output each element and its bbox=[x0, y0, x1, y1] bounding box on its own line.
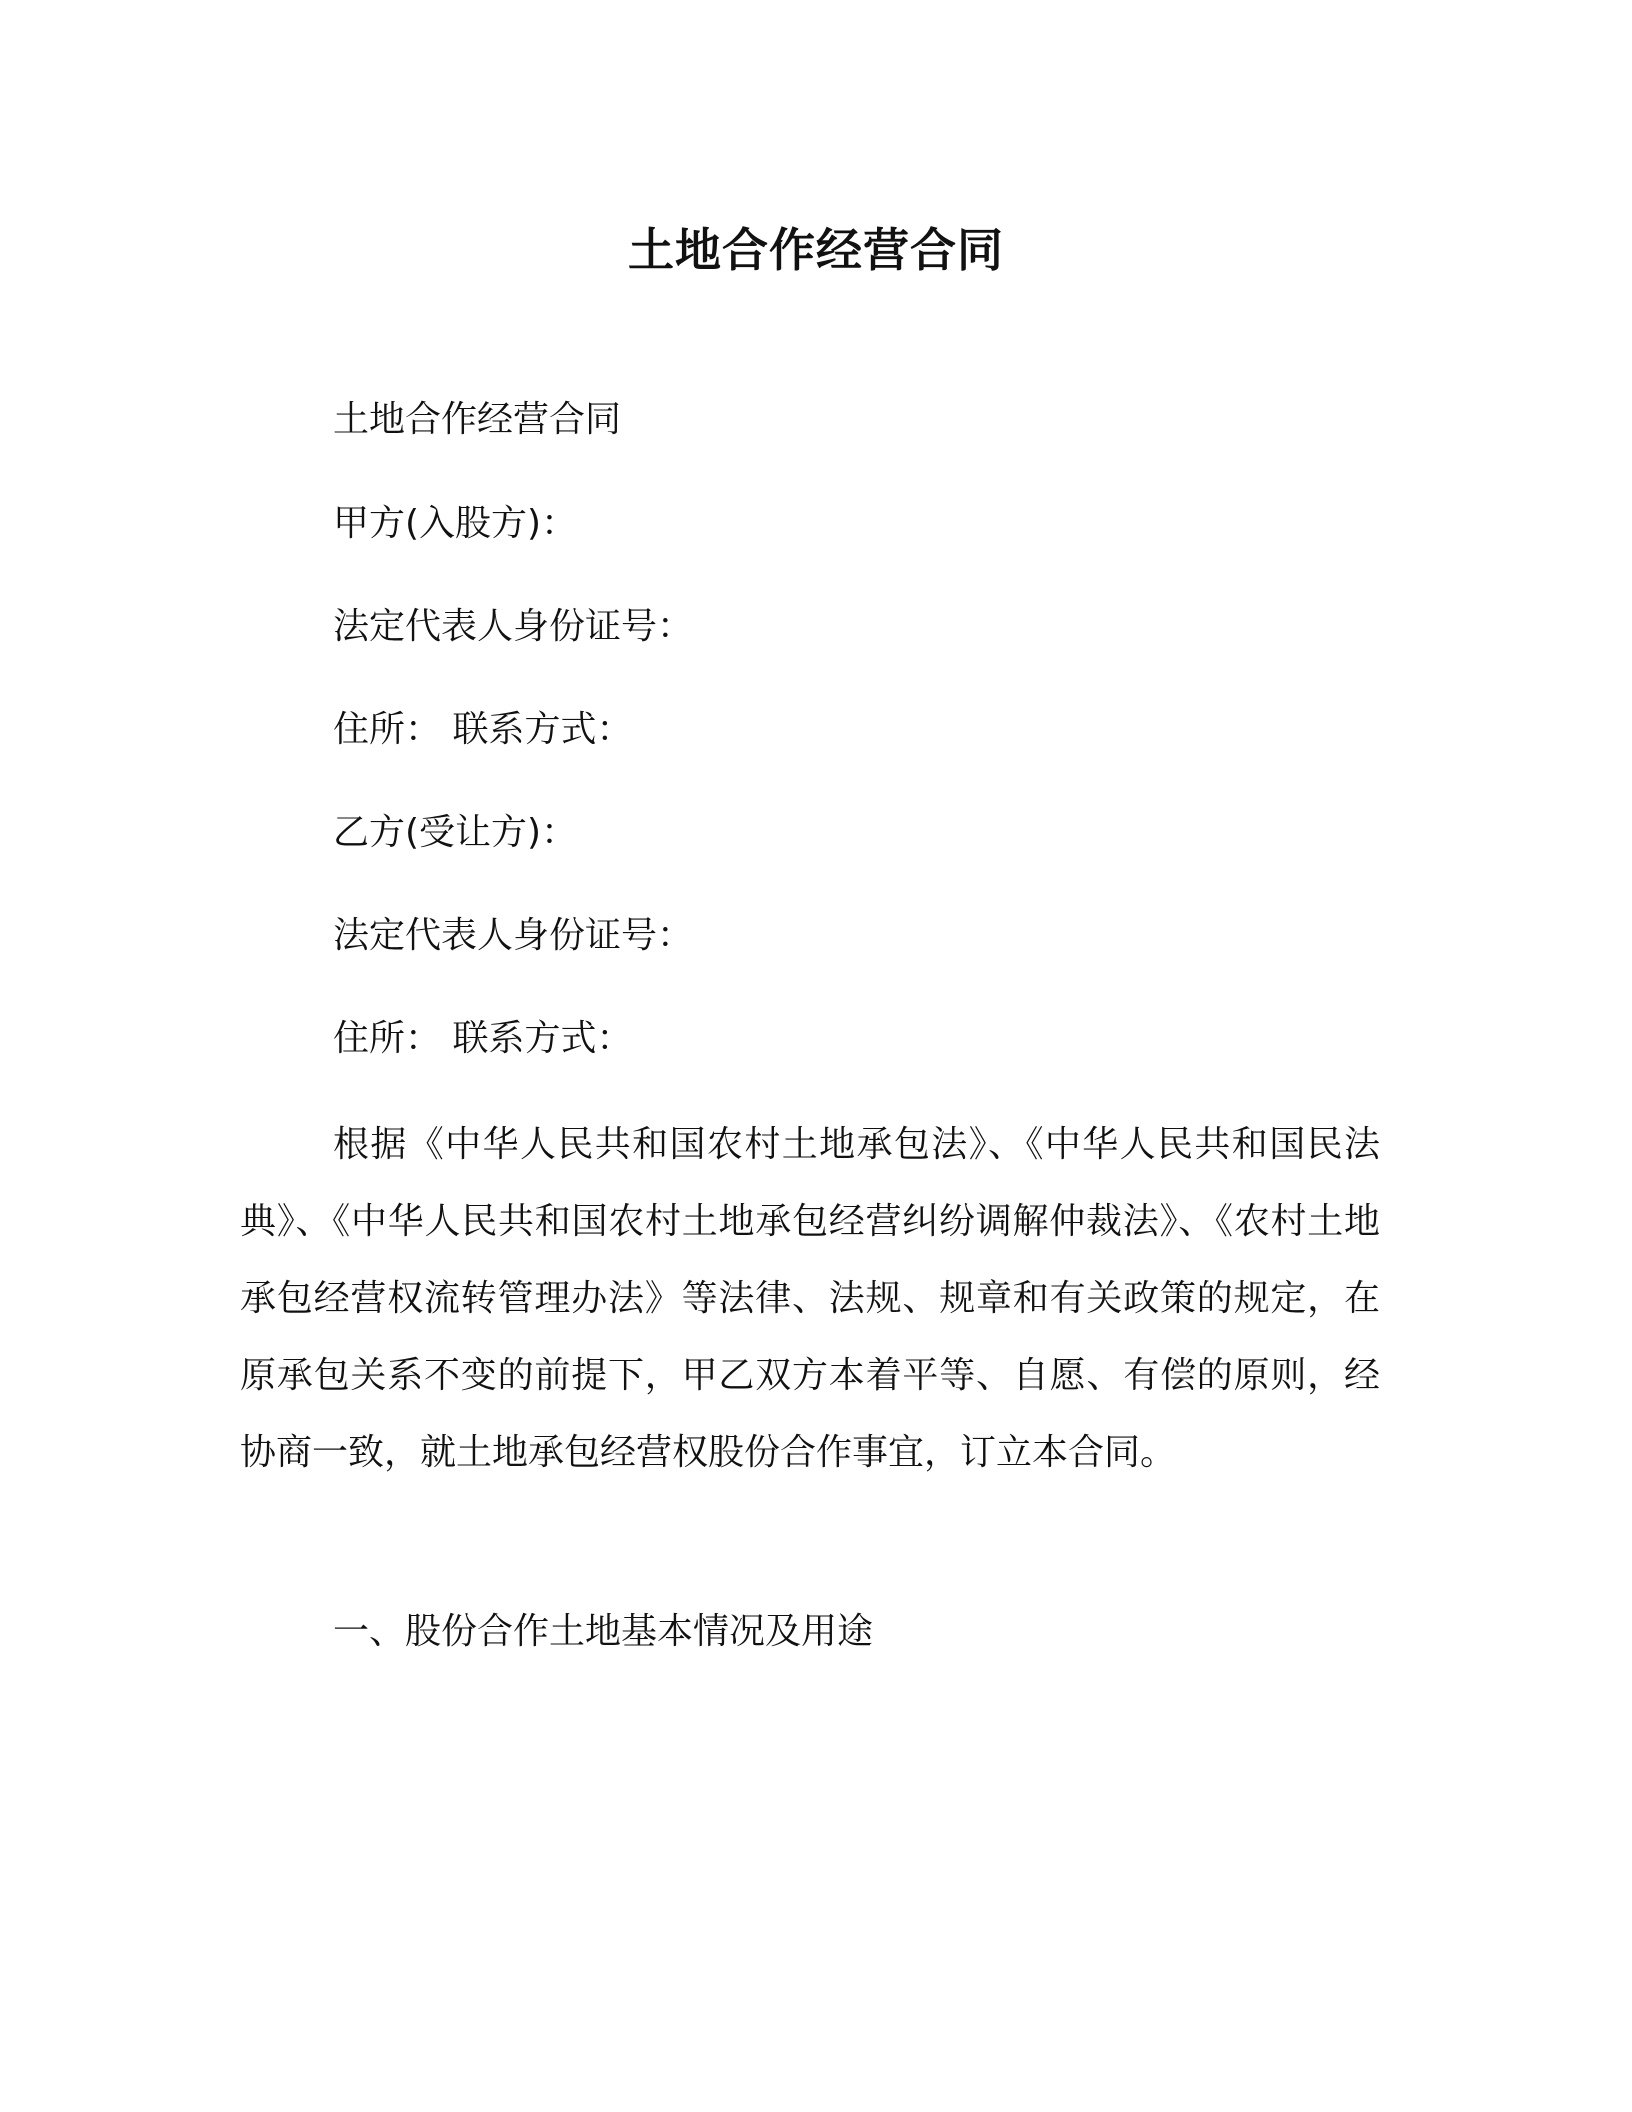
party-b-contact-label: 住所： 联系方式： bbox=[333, 1018, 633, 1059]
party-b-id-label: 法定代表人身份证号： bbox=[333, 915, 694, 956]
party-a-contact-label: 住所： 联系方式： bbox=[333, 709, 633, 750]
preamble-paragraph: 根据《中华人民共和国农村土地承包法》、《中华人民共和国民法典》、《中华人民共和国农村土地承包经营纠纷调解仲裁法》、《农村土地承包经营权流转管理办法》等法律、法规、规章和有关政策的规定，在原承包关系不变的前提下，甲乙双方本着平等、自愿、有偿的原则，经协商一致，就土地承包经营权股份合作事宜，订立本合同。 bbox=[240, 1124, 1380, 1473]
party-b-label: 乙方(受让方)： bbox=[333, 812, 578, 853]
document-title: 土地合作经营合同 bbox=[628, 223, 1004, 277]
party-a-label: 甲方(入股方)： bbox=[333, 503, 578, 544]
section-1-heading: 一、股份合作土地基本情况及用途 bbox=[333, 1611, 874, 1652]
document-subtitle: 土地合作经营合同 bbox=[333, 399, 622, 440]
party-a-id-label: 法定代表人身份证号： bbox=[333, 606, 694, 647]
